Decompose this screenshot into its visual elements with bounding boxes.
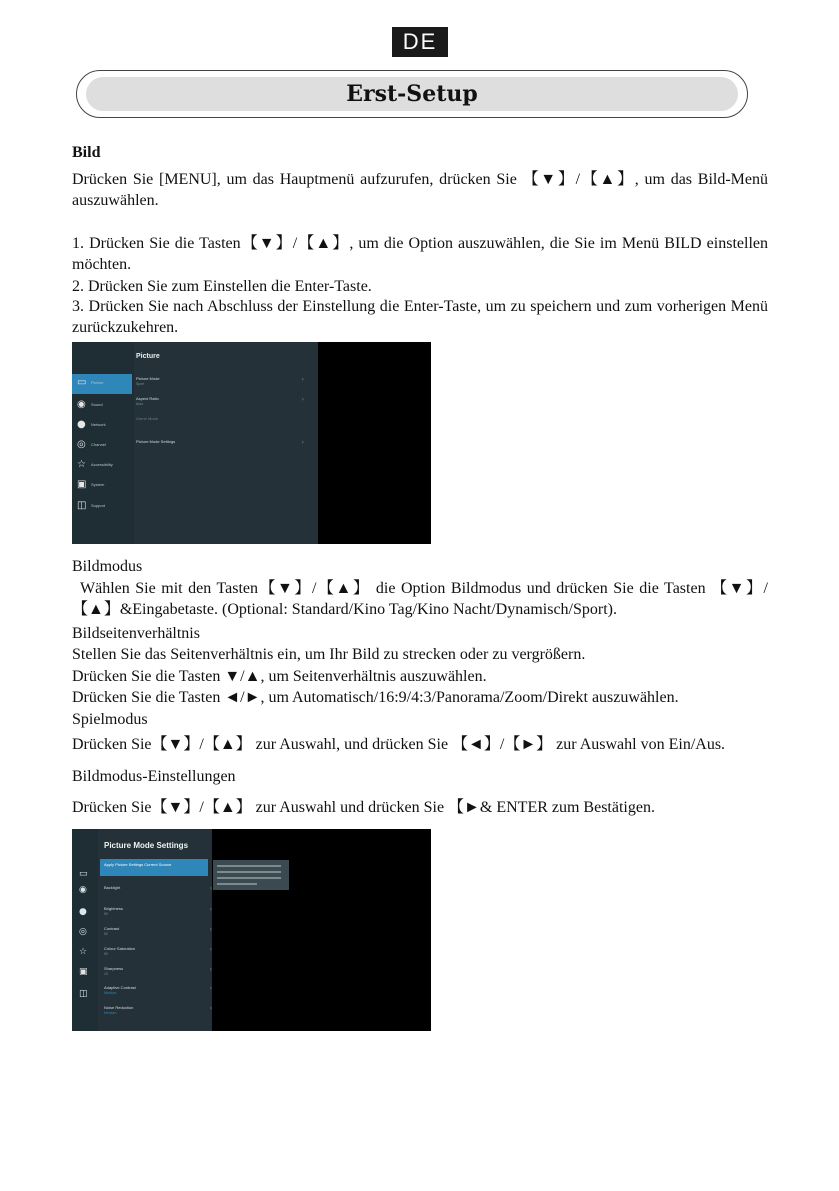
accessibility-icon: ☆ [79, 947, 88, 957]
channel-icon: ◎ [77, 439, 86, 450]
accessibility-icon: ☆ [77, 459, 86, 470]
help-tooltip [213, 860, 289, 890]
seitenverhaeltnis-line-1: Stellen Sie das Seitenverhältnis ein, um Ihr Bild zu strecken oder zu vergrößern. [72, 646, 586, 663]
menu-row-label: Picture Mode Settings [136, 439, 176, 444]
step-3: 3. Drücken Sie nach Abschluss der Einstellung die Enter-Taste, um zu speichern und zum vorherigen Menü zurückzukehren. [72, 298, 768, 336]
language-badge: DE [392, 27, 448, 57]
step-2: 2. Drücken Sie zum Einstellen die Enter-Taste. [72, 278, 372, 295]
menu-row-contrast [104, 926, 212, 944]
menu-row-label: Aspect Ratio [136, 396, 159, 401]
menu-row-value: 50 [104, 932, 108, 936]
menu-row-label: Game Mode [136, 416, 159, 421]
panel-title: Picture Mode Settings [104, 841, 189, 850]
sidebar-label: Picture [91, 380, 104, 385]
step-1: 1. Drücken Sie die Tasten【▼】/【▲】, um die Option auszuwählen, die Sie im Menü BILD einstellen möchten. [72, 235, 768, 273]
menu-row-colour-saturation [104, 946, 212, 964]
sidebar-label: Network [91, 422, 106, 427]
menu-row-label: Apply Picture Settings Current Source [104, 862, 172, 867]
menu-row-label: Adaptive Contrast [104, 985, 136, 990]
menu-row-sharpness [104, 966, 212, 984]
sidebar-label: Support [91, 503, 106, 508]
bildmodus-heading: Bildmodus [72, 558, 143, 575]
chevron-right-icon: › [209, 906, 212, 913]
seitenverhaeltnis-heading: Bildseitenverhältnis [72, 625, 200, 642]
network-icon: ● [77, 419, 86, 430]
bildmodus-text: Wählen Sie mit den Tasten【▼】/【▲】 die Option Bildmodus und drücken Sie die Tasten 【▼】/【▲】&Eingabetaste. (Optional: Standard/Kino Tag/Kino Nacht/Dynamisch/Sport). [72, 580, 768, 618]
sidebar-item-channel [72, 436, 134, 456]
chevron-right-icon: › [209, 985, 212, 992]
menu-row-value: 50 [104, 912, 108, 916]
menu-row-label: Brightness [104, 906, 123, 911]
chevron-right-icon: › [209, 885, 212, 892]
sidebar-item-sound [72, 396, 134, 416]
tooltip-text-line [217, 883, 257, 885]
bildmodus-einstellungen-text: Drücken Sie【▼】/【▲】 zur Auswahl und drücken Sie 【►& ENTER zum Bestätigen. [72, 799, 655, 816]
system-icon: ▣ [79, 967, 88, 977]
menu-row-backlight [104, 885, 212, 903]
chevron-right-icon: › [301, 376, 304, 383]
menu-row-aspect-ratio [136, 396, 304, 414]
sound-icon: ◉ [79, 885, 87, 895]
menu-row-value: Sport [136, 382, 145, 386]
menu-row-label: Colour Saturation [104, 946, 136, 951]
sidebar-item-system [72, 476, 134, 496]
menu-row-label: Contrast [104, 926, 120, 931]
sidebar-label: Channel [91, 442, 106, 447]
menu-row-value: Medium [104, 991, 117, 995]
tooltip-text-line [217, 871, 281, 873]
intro-paragraph: Drücken Sie [MENU], um das Hauptmenü aufzurufen, drücken Sie 【▼】/【▲】, um das Bild-Menü auszuwählen. [72, 171, 768, 209]
tooltip-text-line [217, 865, 281, 867]
menu-row-picture-mode-settings [136, 439, 304, 457]
seitenverhaeltnis-line-2: Drücken Sie die Tasten ▼/▲, um Seitenverhältnis auszuwählen. [72, 668, 487, 685]
picture-icon: ▭ [77, 377, 87, 388]
sidebar-label: Accessibility [91, 462, 113, 467]
menu-row-picture-mode [136, 376, 304, 394]
sidebar-label: System [91, 482, 105, 487]
section-heading: Bild [72, 144, 101, 161]
chevron-right-icon: › [209, 946, 212, 953]
section-title-banner [76, 70, 748, 118]
menu-row-brightness [104, 906, 212, 924]
menu-row-value: Auto [136, 402, 144, 406]
picture-mode-settings-screenshot [72, 829, 431, 1031]
panel-title: Picture [136, 353, 160, 360]
chevron-right-icon: › [209, 966, 212, 973]
selected-menu-row [100, 859, 208, 876]
bildmodus-einstellungen-heading: Bildmodus-Einstellungen [72, 768, 236, 785]
spielmodus-heading: Spielmodus [72, 711, 148, 728]
menu-row-game-mode [136, 416, 240, 434]
settings-sidebar [72, 342, 134, 544]
channel-icon: ◎ [79, 927, 87, 937]
picture-menu-screenshot [72, 342, 431, 544]
menu-row-label: Sharpness [104, 966, 124, 971]
settings-sidebar-collapsed [72, 829, 98, 1031]
menu-row-adaptive-contrast [104, 985, 212, 1003]
menu-row-value: Medium [104, 1011, 117, 1015]
menu-row-value: 50 [104, 952, 108, 956]
menu-row-label: Picture Mode [136, 376, 160, 381]
network-icon: ● [79, 907, 87, 917]
spielmodus-text: Drücken Sie【▼】/【▲】 zur Auswahl, und drücken Sie 【◄】/【►】 zur Auswahl von Ein/Aus. [72, 736, 726, 753]
sidebar-item-network [72, 416, 134, 436]
chevron-right-icon: › [209, 1005, 212, 1012]
tooltip-text-line [217, 877, 281, 879]
menu-row-noise-reduction [104, 1005, 212, 1023]
system-icon: ▣ [77, 479, 87, 490]
picture-icon: ▭ [79, 869, 88, 879]
sidebar-item-support [72, 497, 134, 517]
sidebar-label: Sound [91, 402, 103, 407]
sidebar-item-picture [72, 374, 132, 394]
chevron-right-icon: › [301, 396, 304, 403]
chevron-right-icon: › [209, 926, 212, 933]
sound-icon: ◉ [77, 399, 86, 410]
menu-row-value: 10 [104, 972, 108, 976]
seitenverhaeltnis-line-3: Drücken Sie die Tasten ◄/►, um Automatisch/16:9/4:3/Panorama/Zoom/Direkt auszuwählen. [72, 689, 679, 706]
menu-row-label: Noise Reduction [104, 1005, 134, 1010]
support-icon: ◫ [77, 500, 87, 511]
chevron-right-icon: › [301, 439, 304, 446]
sidebar-item-accessibility [72, 456, 134, 476]
support-icon: ◫ [79, 989, 88, 999]
menu-row-label: Backlight [104, 885, 121, 890]
page-title: Erst-Setup [86, 77, 738, 111]
